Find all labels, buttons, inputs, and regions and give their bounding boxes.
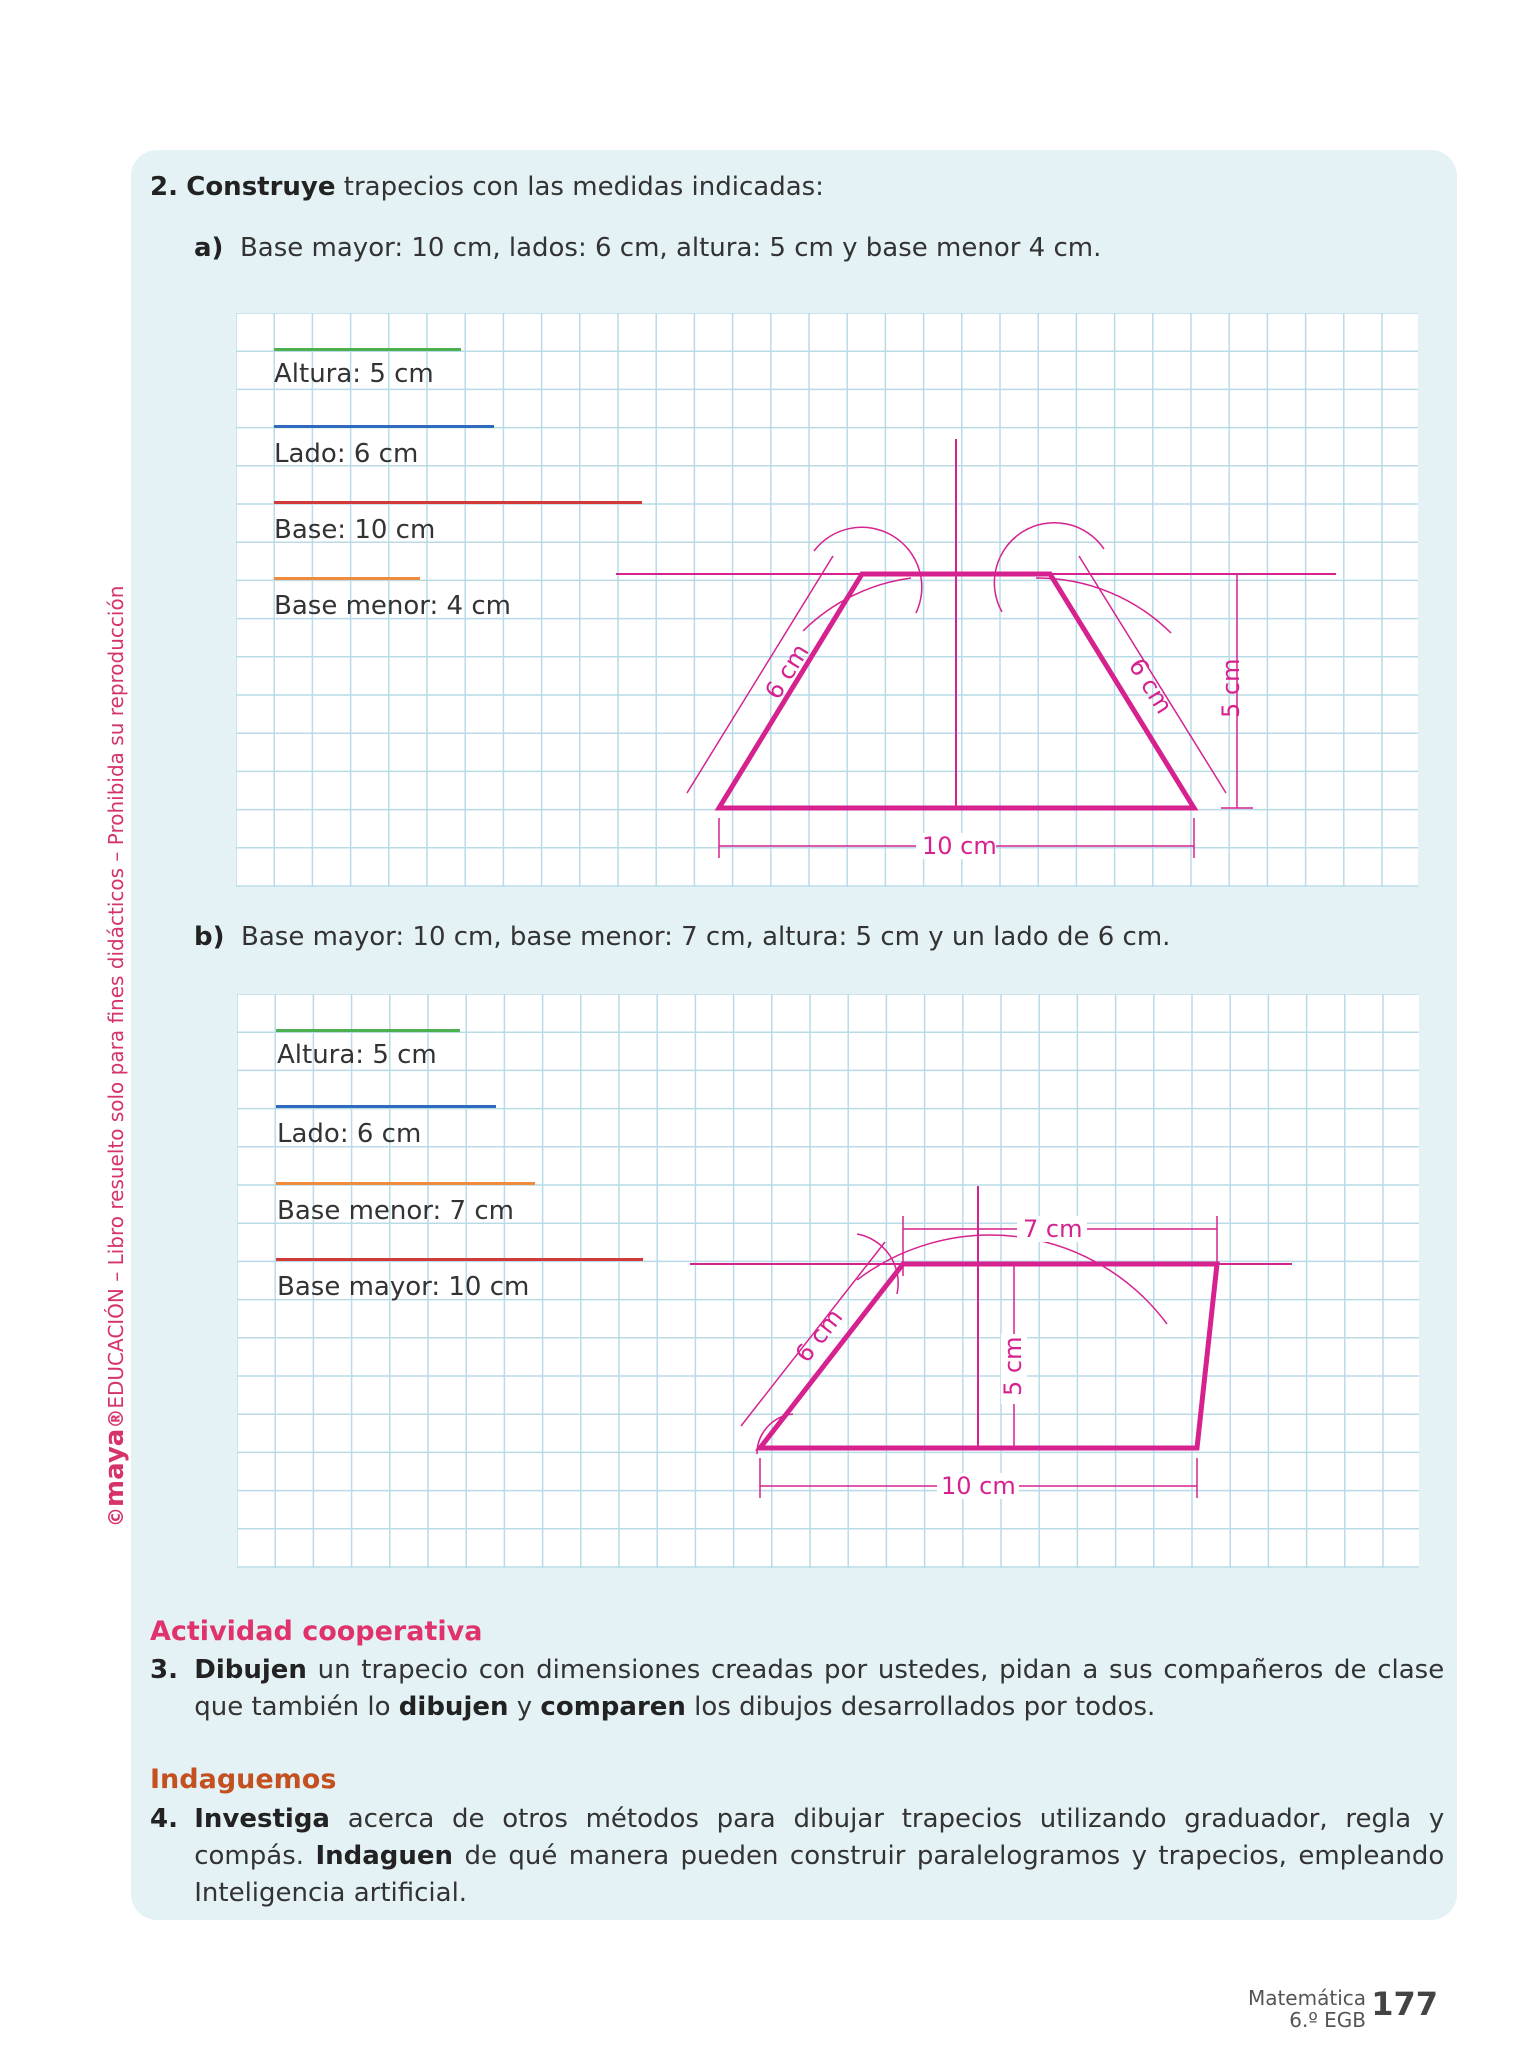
compass-arc-left-top	[814, 527, 922, 613]
exercise-4	[150, 1801, 1450, 1912]
grid-a	[236, 313, 1418, 887]
compass-arc-right-top	[994, 523, 1104, 612]
item-a-text: Base mayor: 10 cm, lados: 6 cm, altura: 5 cm y base menor 4 cm.	[239, 233, 1102, 263]
item-b-text: Base mayor: 10 cm, base menor: 7 cm, altura: 5 cm y un lado de 6 cm.	[241, 922, 1171, 952]
legend-b-line-1	[276, 1029, 460, 1032]
footer-subject-name: Matemática	[1247, 1986, 1366, 2010]
exercise-4-verb-2: Indaguen	[315, 1841, 454, 1871]
exercise-3-body	[194, 1652, 1444, 1726]
grid-b	[237, 994, 1419, 1568]
exercise-3-text-1: un trapecio con dimensiones creadas por ustedes, pidan a sus compañeros de clase que también lo	[194, 1655, 1445, 1722]
legend-a-line-2	[274, 425, 494, 428]
copyright-symbol: ©	[104, 1507, 128, 1527]
legend-b-line-2	[276, 1105, 496, 1108]
label-side-b: 6 cm	[789, 1303, 849, 1368]
page-number: 177	[1371, 1985, 1438, 2023]
exercise-4-text-1: acerca de otros métodos para dibujar trapecios utilizando graduador, regla y compás.	[194, 1804, 1445, 1871]
label-top-b: 7 cm	[1023, 1215, 1083, 1243]
exercise-3-text-2: y	[508, 1692, 541, 1722]
exercise-4-body	[194, 1801, 1444, 1912]
legend-b-base-mayor: Base mayor: 10 cm	[277, 1272, 530, 1302]
cooperativa-heading: Actividad cooperativa	[150, 1616, 483, 1647]
item-b-label: b)	[194, 922, 225, 952]
exercise-3-verb-3: comparen	[540, 1692, 686, 1722]
label-height: 5 cm	[1217, 658, 1245, 718]
indaguemos-heading: Indaguemos	[150, 1764, 337, 1795]
legend-a-line-1	[274, 348, 461, 351]
registered-symbol: ®	[104, 1408, 128, 1429]
trapezoid-b	[760, 1264, 1217, 1448]
legend-a-base-menor: Base menor: 4 cm	[274, 591, 511, 621]
label-right-side: 6 cm	[1122, 653, 1179, 719]
dim-left-side	[687, 556, 833, 793]
legend-b-base-menor: Base menor: 7 cm	[277, 1196, 514, 1226]
sidebar-text: EDUCACIÓN – Libro resuelto solo para fines didácticos – Prohibida su reproducción	[104, 585, 128, 1409]
legend-b-line-3	[276, 1182, 535, 1185]
exercise-4-number: 4.	[150, 1804, 178, 1834]
exercise-4-verb-1: Investiga	[194, 1804, 330, 1834]
legend-a-base: Base: 10 cm	[274, 515, 436, 545]
item-b-instruction	[194, 922, 1170, 952]
exercise-3-text-3: los dibujos desarrollados por todos.	[685, 1692, 1156, 1722]
exercise-3-number: 3.	[150, 1655, 178, 1685]
footer-subject	[1248, 1987, 1366, 2031]
item-a-label: a)	[194, 233, 224, 263]
exercise-2-instruction	[150, 172, 824, 202]
label-base: 10 cm	[922, 832, 997, 860]
legend-a-line-4	[274, 577, 420, 580]
exercise-3-verb-2: dibujen	[398, 1692, 509, 1722]
exercise-3	[150, 1652, 1450, 1726]
brand-logo-text: maya	[100, 1428, 130, 1507]
label-base-b: 10 cm	[941, 1472, 1016, 1500]
exercise-number: 2.	[150, 172, 178, 202]
label-height-b: 5 cm	[999, 1336, 1027, 1396]
label-left-side: 6 cm	[759, 638, 815, 705]
item-a-instruction	[194, 233, 1101, 263]
footer-grade: 6.º EGB	[1289, 2008, 1366, 2032]
legend-a-lado: Lado: 6 cm	[274, 439, 419, 469]
legend-b-line-4	[276, 1258, 643, 1261]
legend-b-lado: Lado: 6 cm	[277, 1119, 422, 1149]
exercise-rest: trapecios con las medidas indicadas:	[335, 172, 824, 202]
exercise-3-verb-1: Dibujen	[194, 1655, 307, 1685]
exercise-4-text-2: de qué manera pueden construir paralelogramos y trapecios, empleando Inteligencia artificial.	[194, 1841, 1445, 1908]
legend-a-altura: Altura: 5 cm	[274, 359, 434, 389]
copyright-sidebar	[100, 547, 130, 1527]
legend-a-line-3	[274, 501, 642, 504]
legend-b-altura: Altura: 5 cm	[277, 1040, 437, 1070]
exercise-verb: Construye	[186, 172, 336, 202]
